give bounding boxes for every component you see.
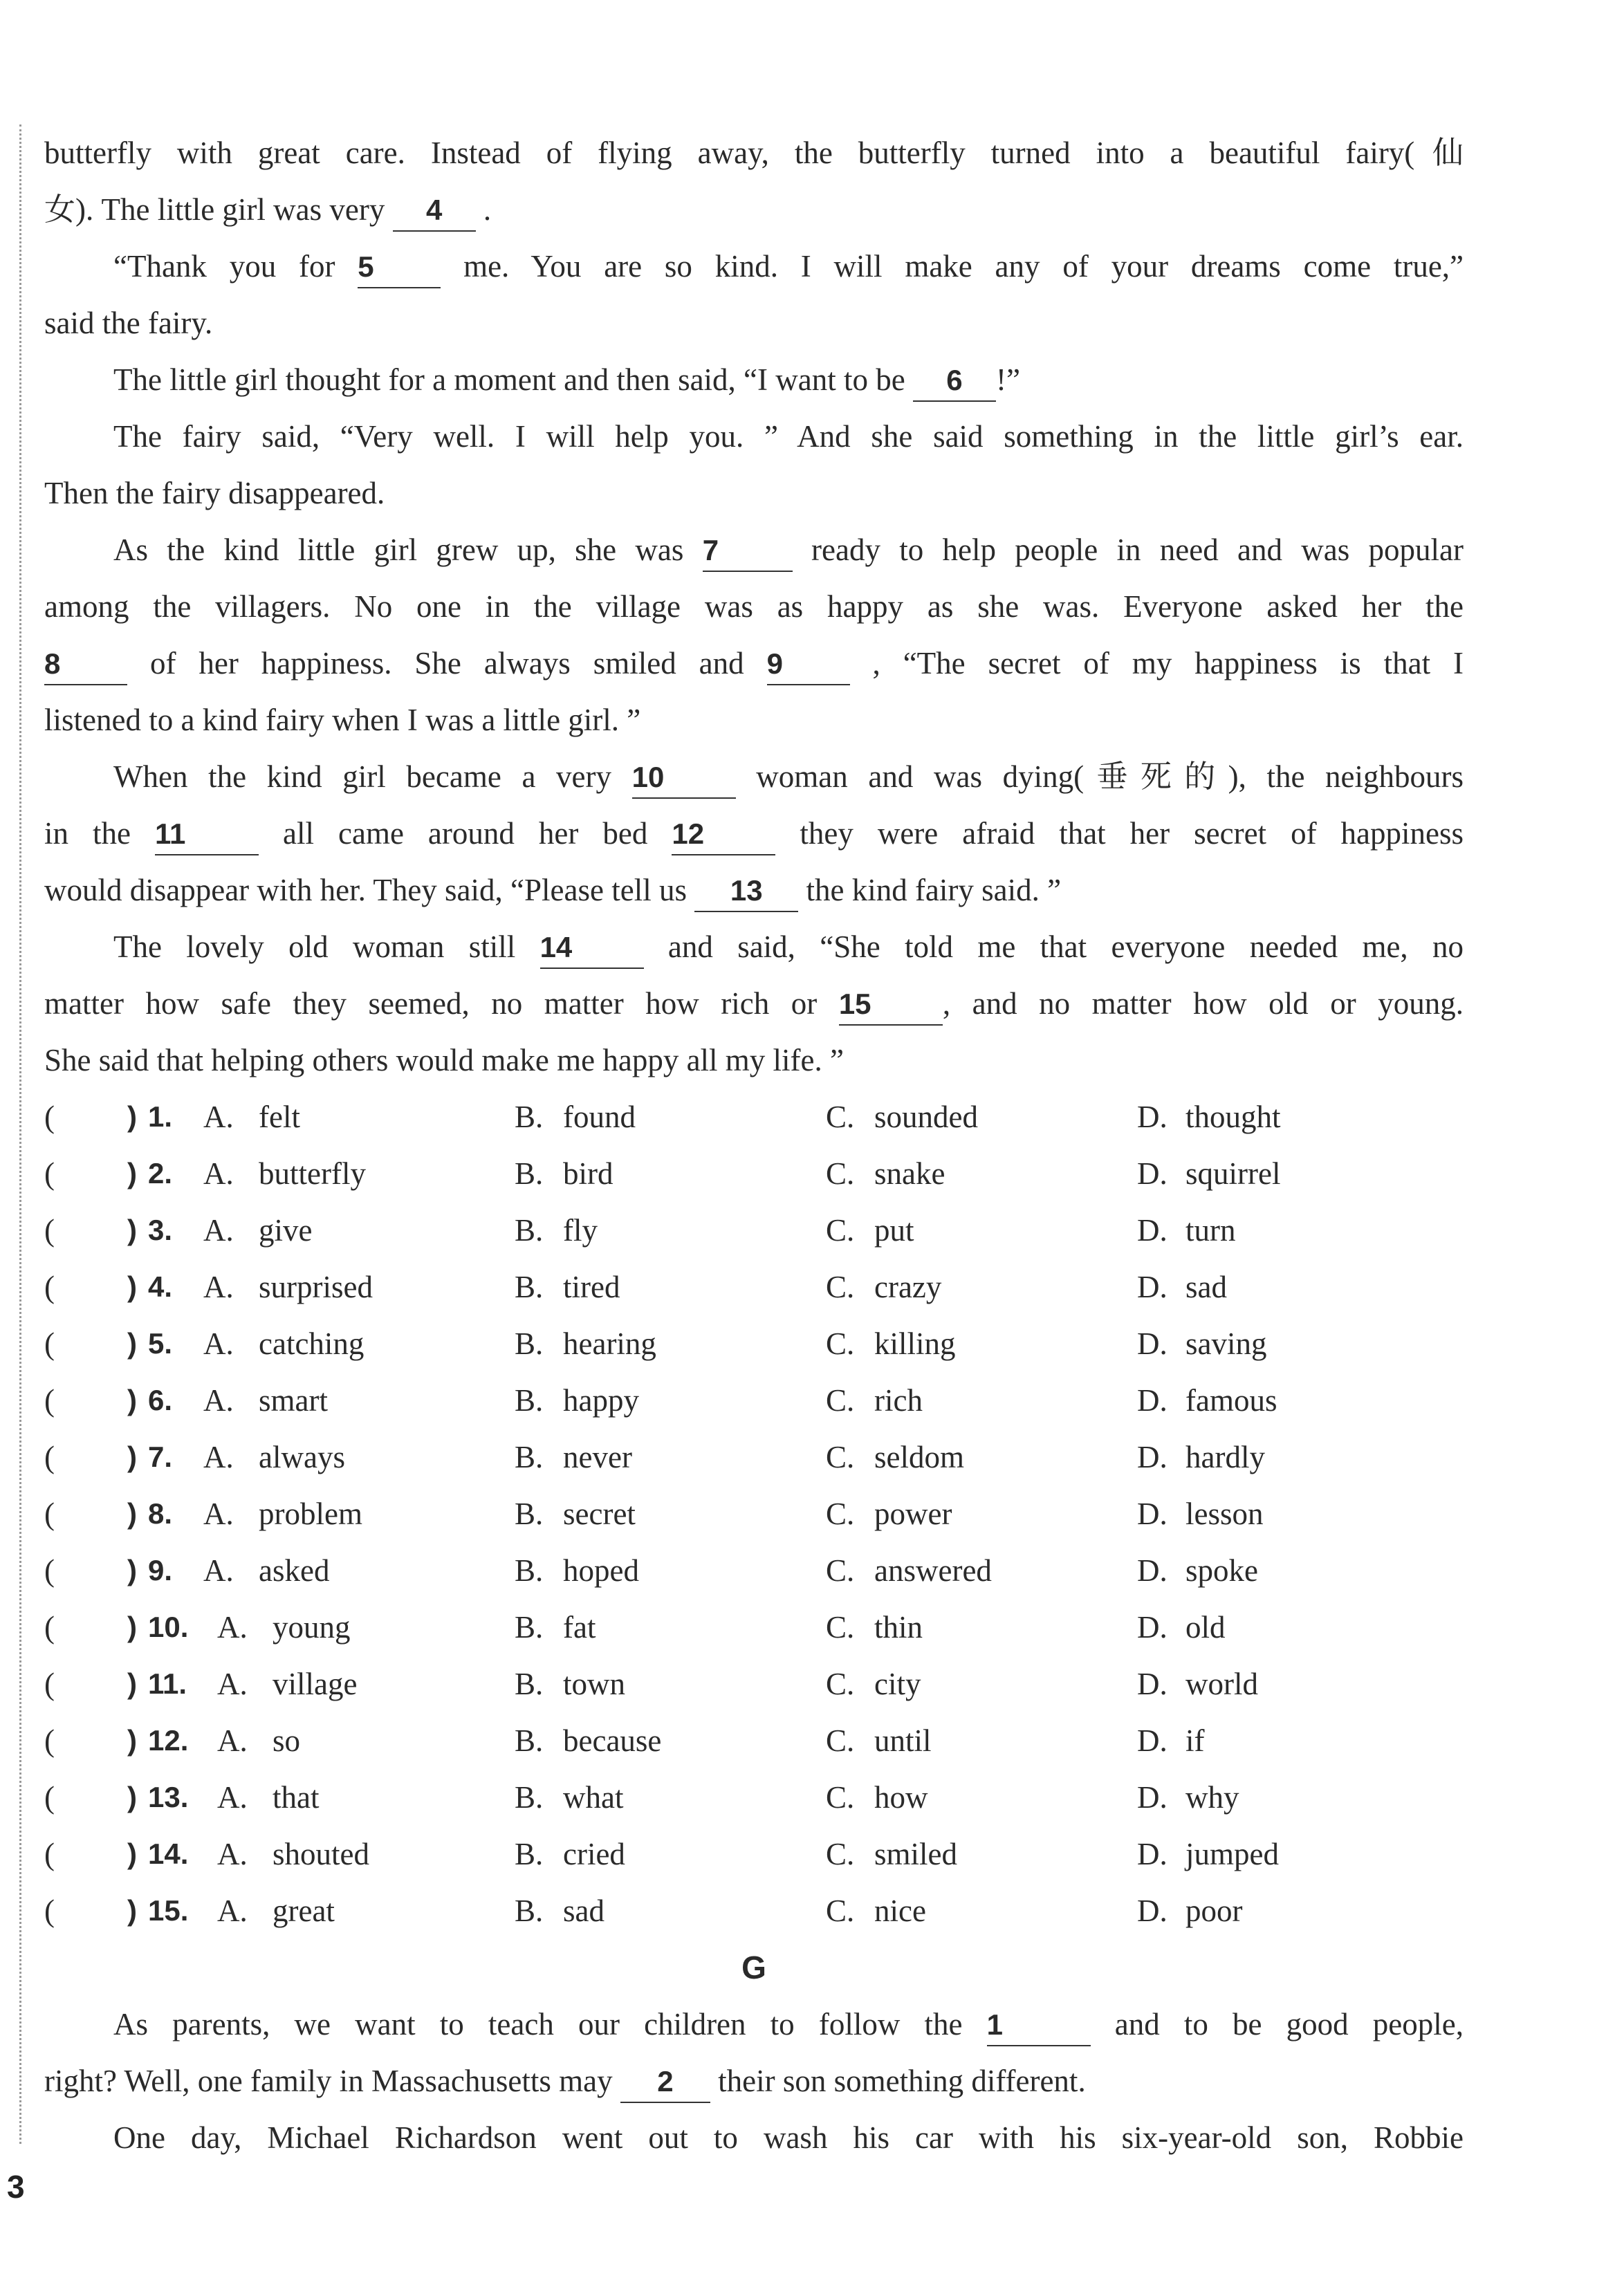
passage-line: “Thank you for 5 me. You are so kind. I will make any of your dreams come true,” [44,238,1464,295]
question-number: 11. [148,1667,187,1700]
passage-line: She said that helping others would make me happy all my life. ” [44,1043,844,1077]
option-letter: C. [826,1383,855,1418]
option-text: town [563,1667,625,1701]
option-letter: D. [1137,1723,1168,1758]
option-letter: A. [217,1837,248,1871]
question-number: 6. [148,1384,173,1416]
option-text: answered [874,1553,992,1588]
option-text: so [273,1723,301,1758]
option-letter: D. [1137,1894,1168,1928]
passage-line: The fairy said, “Very well. I will help you. ” And she said something in the little girl’s ear. [113,419,1464,454]
question-number: 7. [148,1441,173,1473]
option-text: nice [874,1894,926,1928]
option-letter: C. [826,1780,855,1815]
answer-bracket-close: ) [127,1100,137,1133]
option-text: thought [1185,1100,1281,1134]
option-letter: C. [826,1440,855,1474]
question-number: 4. [148,1270,173,1303]
answer-bracket-open[interactable]: ( [44,1440,55,1474]
option-letter: B. [515,1667,544,1701]
option-text: village [273,1667,358,1701]
answer-bracket-open[interactable]: ( [44,1497,55,1531]
question-number: 9. [148,1554,173,1586]
question-row [44,1429,1464,1485]
blank-9[interactable]: 9 [767,644,850,685]
option-text: happy [563,1383,639,1418]
page-number: 3 [7,2169,25,2205]
option-text: until [874,1723,932,1758]
option-letter: B. [515,1837,544,1871]
option-text: great [273,1894,335,1928]
option-text: how [874,1780,928,1815]
option-letter: A. [203,1383,234,1418]
option-letter: A. [217,1780,248,1815]
option-letter: C. [826,1100,855,1134]
option-text: thin [874,1610,923,1645]
option-letter: B. [515,1440,544,1474]
question-row [44,1712,1464,1769]
question-row [44,1542,1464,1599]
blank-4[interactable]: 4 [393,190,476,232]
blank-g1[interactable]: 1 [987,2005,1091,2046]
option-letter: B. [515,1894,544,1928]
question-row [44,1315,1464,1372]
answer-bracket-close: ) [127,1441,137,1473]
option-letter: A. [203,1213,234,1248]
blank-12[interactable]: 12 [672,814,775,855]
option-text: killing [874,1326,956,1361]
blank-7[interactable]: 7 [703,530,793,572]
option-text: rich [874,1383,923,1418]
option-letter: D. [1137,1837,1168,1871]
answer-bracket-open[interactable]: ( [44,1610,55,1645]
option-text: because [563,1723,662,1758]
answer-bracket-close: ) [127,1270,137,1303]
option-letter: A. [217,1667,248,1701]
option-letter: D. [1137,1440,1168,1474]
option-text: famous [1185,1383,1277,1418]
passage-line: The little girl thought for a moment and then said, “I want to be 6 !” [44,351,1464,408]
answer-bracket-open[interactable]: ( [44,1837,55,1871]
option-letter: B. [515,1553,544,1588]
option-text: always [259,1440,345,1474]
option-text: fly [563,1213,598,1248]
option-text: bird [563,1156,613,1191]
option-letter: A. [203,1440,234,1474]
blank-10[interactable]: 10 [632,757,736,799]
option-text: young [273,1610,351,1645]
answer-bracket-open[interactable]: ( [44,1213,55,1248]
option-text: why [1185,1780,1239,1815]
question-row [44,1769,1464,1826]
option-text: lesson [1185,1497,1264,1531]
answer-bracket-close: ) [127,1781,137,1813]
question-number: 15. [148,1894,189,1927]
option-text: shouted [273,1837,369,1871]
option-letter: A. [203,1326,234,1361]
option-text: turn [1185,1213,1236,1248]
option-text: poor [1185,1894,1243,1928]
option-text: world [1185,1667,1258,1701]
question-row [44,1145,1464,1202]
option-letter: D. [1137,1553,1168,1588]
question-row [44,1372,1464,1429]
answer-bracket-close: ) [127,1214,137,1246]
section-heading: G [741,1950,766,1985]
passage-line: listened to a kind fairy when I was a little girl. ” [44,703,641,737]
option-text: saving [1185,1326,1267,1361]
option-text: secret [563,1497,636,1531]
option-letter: B. [515,1326,544,1361]
option-text: problem [259,1497,362,1531]
option-text: put [874,1213,914,1248]
question-number: 13. [148,1781,189,1813]
option-text: surprised [259,1270,373,1304]
option-text: crazy [874,1270,942,1304]
option-letter: A. [203,1270,234,1304]
option-letter: D. [1137,1156,1168,1191]
answer-bracket-open[interactable]: ( [44,1383,55,1418]
option-text: squirrel [1185,1156,1281,1191]
blank-13[interactable]: 13 [694,871,798,912]
option-letter: B. [515,1610,544,1645]
question-number: 3. [148,1214,173,1246]
option-letter: D. [1137,1667,1168,1701]
option-letter: D. [1137,1213,1168,1248]
passage-line: right? Well, one family in Massachusetts may 2 their son something different. [44,2053,1464,2109]
answer-bracket-close: ) [127,1837,137,1870]
option-letter: B. [515,1723,544,1758]
blank-15[interactable]: 15 [839,984,943,1026]
passage-line: said the fairy. [44,306,213,340]
passage-line: in the 11 all came around her bed 12 they were afraid that her secret of happiness [44,805,1464,862]
options-list [44,1089,1464,1939]
option-text: city [874,1667,921,1701]
option-text: that [273,1780,320,1815]
binding-dotted-line [19,124,21,2144]
passage-line: 女). The little girl was very 4 . [44,181,1464,238]
passage-line: As the kind little girl grew up, she was 7 ready to help people in need and was popular [44,521,1464,578]
answer-bracket-open[interactable]: ( [44,1667,55,1701]
option-letter: D. [1137,1780,1168,1815]
worksheet-page [44,124,1464,2166]
option-text: hardly [1185,1440,1265,1474]
passage-line: One day, Michael Richardson went out to wash his car with his six-year-old son, Robbie [113,2120,1464,2155]
blank-5[interactable]: 5 [358,247,441,288]
option-letter: B. [515,1497,544,1531]
option-letter: A. [203,1156,234,1191]
option-letter: B. [515,1213,544,1248]
option-letter: C. [826,1894,855,1928]
option-letter: B. [515,1100,544,1134]
option-letter: C. [826,1213,855,1248]
blank-8[interactable]: 8 [44,644,127,685]
option-text: sad [1185,1270,1227,1304]
passage-line: Then the fairy disappeared. [44,476,385,510]
option-text: hoped [563,1553,639,1588]
option-letter: D. [1137,1270,1168,1304]
blank-g2[interactable]: 2 [620,2062,710,2103]
option-text: power [874,1497,952,1531]
question-row [44,1826,1464,1882]
blank-6[interactable]: 6 [913,360,996,402]
option-letter: C. [826,1610,855,1645]
option-text: cried [563,1837,625,1871]
answer-bracket-open[interactable]: ( [44,1723,55,1758]
question-row [44,1089,1464,1145]
question-number: 5. [148,1327,173,1360]
option-letter: A. [203,1497,234,1531]
answer-bracket-open[interactable]: ( [44,1894,55,1928]
question-row [44,1656,1464,1712]
option-text: never [563,1440,632,1474]
question-number: 2. [148,1157,173,1189]
option-text: smart [259,1383,328,1418]
question-row [44,1202,1464,1259]
option-letter: A. [203,1100,234,1134]
answer-bracket-close: ) [127,1327,137,1360]
answer-bracket-close: ) [127,1554,137,1586]
option-text: found [563,1100,636,1134]
question-row [44,1599,1464,1656]
passage-line: matter how safe they seemed, no matter how rich or 15 , and no matter how old or young. [44,975,1464,1032]
passage-line: would disappear with her. They said, “Please tell us 13 the kind fairy said. ” [44,862,1464,918]
option-letter: B. [515,1270,544,1304]
passage-line: among the villagers. No one in the village was as happy as she was. Everyone asked her the [44,589,1464,624]
option-text: sad [563,1894,605,1928]
option-letter: C. [826,1326,855,1361]
question-number: 14. [148,1837,189,1870]
option-letter: C. [826,1723,855,1758]
option-letter: C. [826,1270,855,1304]
answer-bracket-close: ) [127,1724,137,1757]
question-row [44,1485,1464,1542]
option-letter: C. [826,1667,855,1701]
question-row [44,1882,1464,1939]
option-letter: D. [1137,1326,1168,1361]
option-text: old [1185,1610,1226,1645]
option-letter: C. [826,1497,855,1531]
passage-line: When the kind girl became a very 10 woman and was dying(垂死的), the neighbours [44,748,1464,805]
option-text: sounded [874,1100,978,1134]
option-letter: B. [515,1780,544,1815]
option-text: if [1185,1723,1205,1758]
option-letter: C. [826,1837,855,1871]
option-letter: B. [515,1383,544,1418]
answer-bracket-open[interactable]: ( [44,1326,55,1361]
question-number: 8. [148,1497,173,1530]
option-text: felt [259,1100,300,1134]
question-number: 1. [148,1100,173,1133]
option-letter: A. [203,1553,234,1588]
option-letter: A. [217,1723,248,1758]
passage-line: butterfly with great care. Instead of flying away, the butterfly turned into a beautiful fairy(仙 [44,136,1464,170]
answer-bracket-close: ) [127,1497,137,1530]
option-letter: D. [1137,1497,1168,1531]
option-letter: A. [217,1610,248,1645]
answer-bracket-close: ) [127,1384,137,1416]
option-text: butterfly [259,1156,366,1191]
option-text: hearing [563,1326,656,1361]
question-number: 10. [148,1611,189,1643]
option-text: asked [259,1553,330,1588]
option-text: snake [874,1156,945,1191]
option-letter: A. [217,1894,248,1928]
option-text: what [563,1780,624,1815]
option-text: fat [563,1610,596,1645]
option-text: give [259,1213,313,1248]
option-letter: D. [1137,1610,1168,1645]
option-letter: B. [515,1156,544,1191]
answer-bracket-open[interactable]: ( [44,1553,55,1588]
answer-bracket-close: ) [127,1667,137,1700]
answer-bracket-close: ) [127,1611,137,1643]
question-row [44,1259,1464,1315]
answer-bracket-open[interactable]: ( [44,1270,55,1304]
answer-bracket-open[interactable]: ( [44,1780,55,1815]
option-letter: D. [1137,1100,1168,1134]
option-text: catching [259,1326,364,1361]
option-text: seldom [874,1440,964,1474]
passage-line: As parents, we want to teach our children to follow the 1 and to be good people, [44,1996,1464,2053]
answer-bracket-open[interactable]: ( [44,1156,55,1191]
option-letter: D. [1137,1383,1168,1418]
option-text: jumped [1185,1837,1279,1871]
answer-bracket-close: ) [127,1157,137,1189]
answer-bracket-open[interactable]: ( [44,1100,55,1134]
option-letter: C. [826,1553,855,1588]
question-number: 12. [148,1724,189,1757]
option-letter: C. [826,1156,855,1191]
blank-11[interactable]: 11 [155,814,259,855]
option-text: spoke [1185,1553,1258,1588]
option-text: tired [563,1270,620,1304]
blank-14[interactable]: 14 [540,927,644,969]
answer-bracket-close: ) [127,1894,137,1927]
passage-line: 8 of her happiness. She always smiled and 9 , “The secret of my happiness is that I [44,635,1464,692]
option-text: smiled [874,1837,957,1871]
passage-line: The lovely old woman still 14 and said, “She told me that everyone needed me, no [44,918,1464,975]
